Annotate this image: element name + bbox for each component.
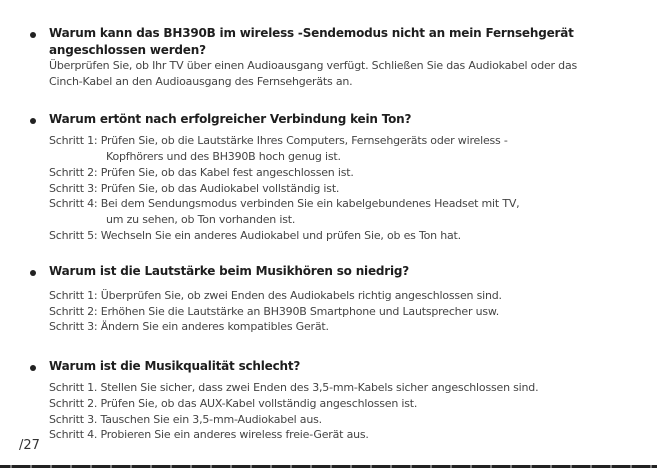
bullet-1: [30, 32, 36, 38]
step-text: Ändern Sie ein anderes kompatibles Gerät.: [100, 320, 329, 333]
bullet-3: [30, 270, 36, 276]
step-text: Probieren Sie ein anderes wireless freie-Gerät aus.: [100, 428, 369, 441]
step-3-3: [49, 319, 639, 335]
step-2-3: [49, 181, 639, 197]
step-prefix: Schritt 2:: [49, 305, 101, 318]
step-text: Prüfen Sie, ob das AUX-Kabel vollständig angeschlossen ist.: [100, 397, 418, 410]
step-prefix: Schritt 2:: [49, 166, 101, 179]
step-text: Prüfen Sie, ob die Lautstärke Ihres Computers, Fernsehgeräts oder wireless -: [100, 134, 508, 147]
question-4: Warum ist die Musikqualität schlecht?: [49, 359, 301, 373]
step-4-1: [49, 380, 639, 396]
step-4-3: [49, 412, 639, 428]
bullet-4: [30, 365, 36, 371]
step-prefix: Schritt 5:: [49, 229, 101, 242]
step-text: Bei dem Sendungsmodus verbinden Sie ein kabelgebundenes Headset mit TV,: [100, 197, 520, 210]
step-text-continued: um zu sehen, ob Ton vorhanden ist.: [106, 213, 296, 226]
step-text: Tauschen Sie ein 3,5-mm-Audiokabel aus.: [100, 413, 322, 426]
question-2: Warum ertönt nach erfolgreicher Verbindung kein Ton?: [49, 112, 412, 126]
step-4-4: [49, 427, 639, 443]
step-text: Stellen Sie sicher, dass zwei Enden des 3,5-mm-Kabels sicher angeschlossen sind.: [100, 381, 539, 394]
step-text: Prüfen Sie, ob das Audiokabel vollständig ist.: [100, 182, 340, 195]
page-number: /27: [19, 438, 40, 453]
step-text: Wechseln Sie ein anderes Audiokabel und prüfen Sie, ob es Ton hat.: [100, 229, 461, 242]
footer-rule: [0, 465, 657, 468]
step-prefix: Schritt 1:: [49, 134, 101, 147]
question-3: Warum ist die Lautstärke beim Musikhören so niedrig?: [49, 264, 410, 278]
step-prefix: Schritt 1:: [49, 289, 101, 302]
answer-1: Überprüfen Sie, ob Ihr TV über einen Audioausgang verfügt. Schließen Sie das Audiokabel oder das Cinch-Kabel an den Audioausgang des Fernsehgeräts an.: [49, 59, 578, 88]
step-text: Erhöhen Sie die Lautstärke an BH390B Smartphone und Lautsprecher usw.: [100, 305, 500, 318]
step-text-continued: Kopfhörers und des BH390B hoch genug ist.: [106, 150, 341, 163]
question-1: Warum kann das BH390B im wireless -Sendemodus nicht an mein Fernsehgerät angeschlossen werden?: [49, 26, 574, 57]
step-text: Überprüfen Sie, ob zwei Enden des Audiokabels richtig angeschlossen sind.: [100, 289, 502, 302]
step-prefix: Schritt 3:: [49, 320, 101, 333]
step-prefix: Schritt 3:: [49, 182, 101, 195]
step-prefix: Schritt 1.: [49, 381, 101, 394]
step-text: Prüfen Sie, ob das Kabel fest angeschlossen ist.: [100, 166, 354, 179]
step-2-1: [49, 133, 639, 165]
step-4-2: [49, 396, 639, 412]
bullet-2: [30, 118, 36, 124]
step-2-4: [49, 196, 639, 228]
step-3-1: [49, 288, 639, 304]
step-prefix: Schritt 2.: [49, 397, 101, 410]
step-prefix: Schritt 4:: [49, 197, 101, 210]
step-prefix: Schritt 4.: [49, 428, 101, 441]
step-3-2: [49, 304, 639, 320]
step-2-5: [49, 228, 639, 244]
step-2-2: [49, 165, 639, 181]
step-prefix: Schritt 3.: [49, 413, 101, 426]
